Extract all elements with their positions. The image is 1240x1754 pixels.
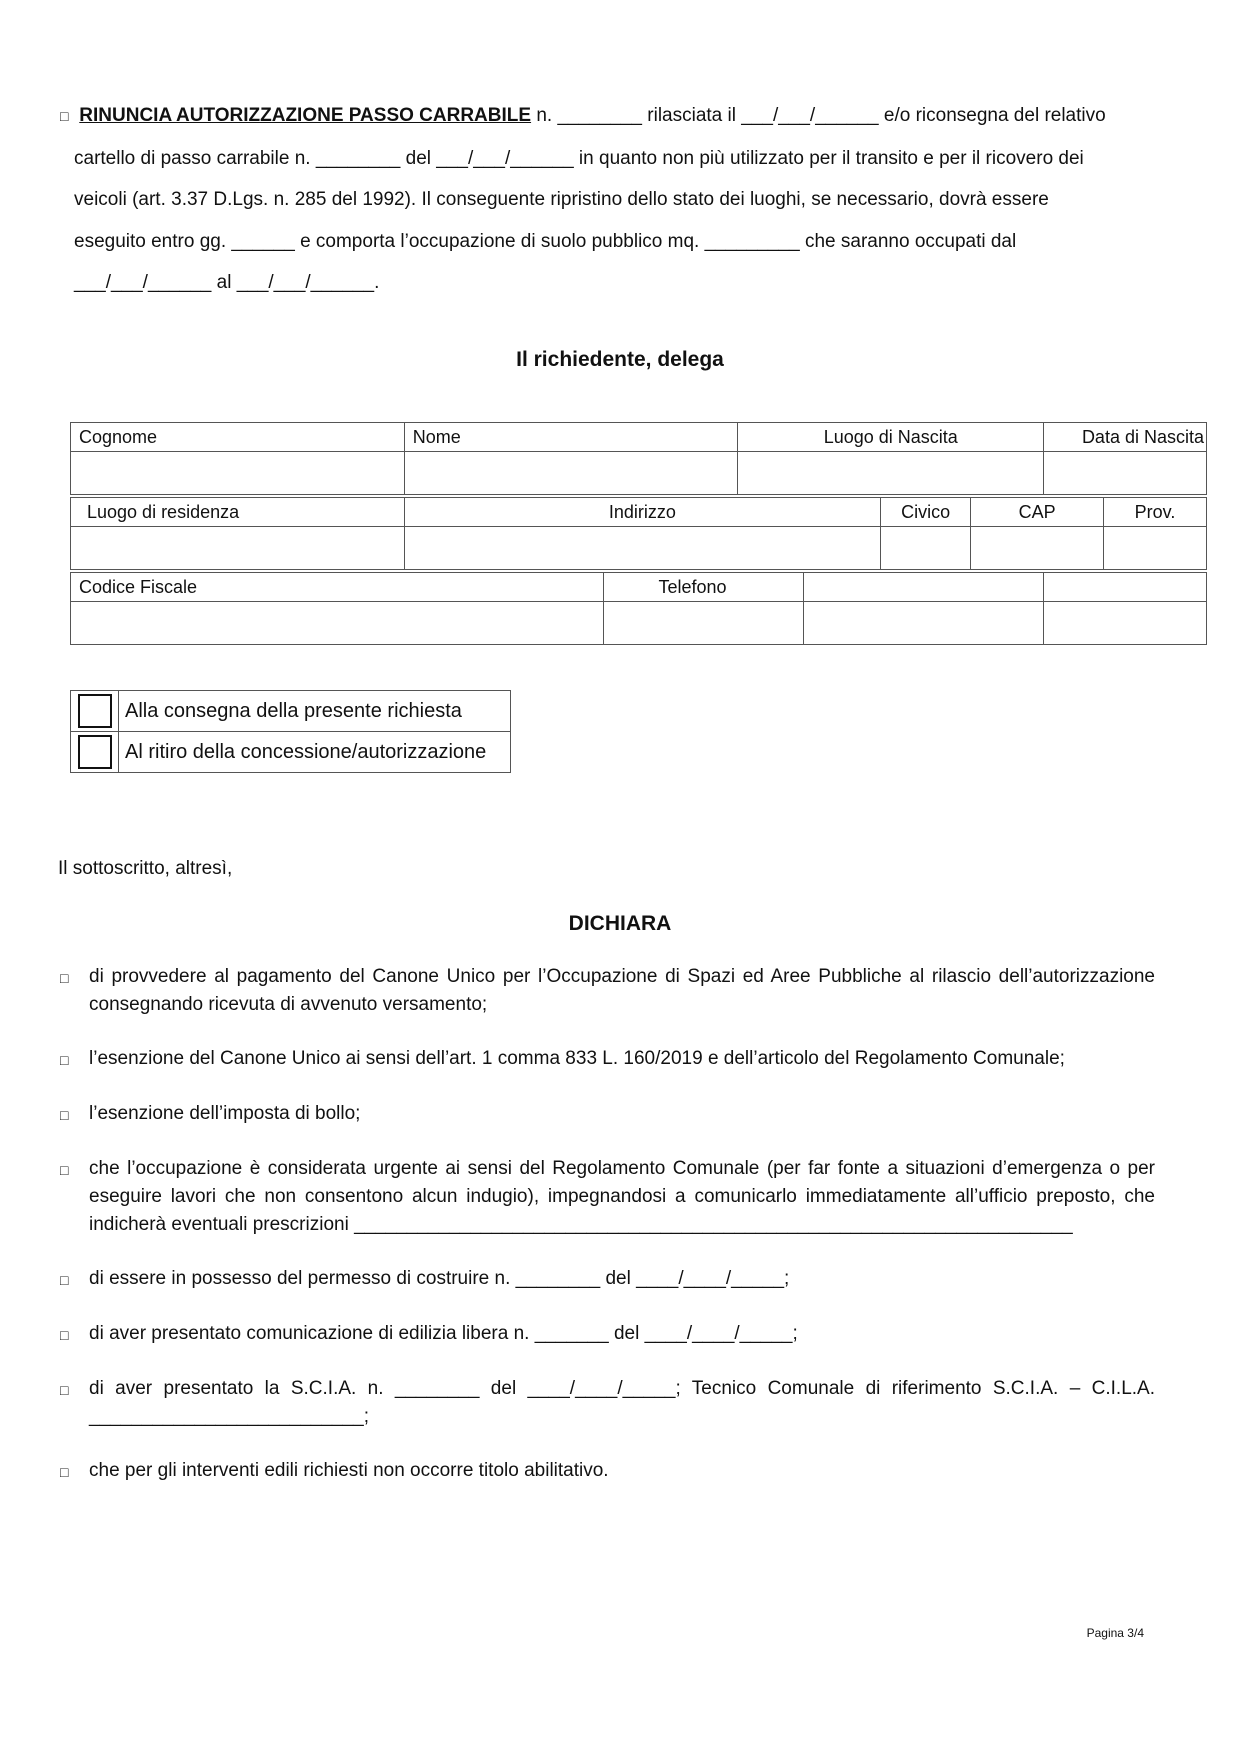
header-codice-fiscale: Codice Fiscale [71, 573, 604, 602]
header-cognome: Cognome [71, 423, 405, 452]
ritiro-checkbox-cell[interactable] [71, 732, 119, 773]
cognome-field[interactable] [71, 452, 405, 495]
extra-field-2[interactable] [1044, 602, 1207, 645]
declaration-text: di aver presentato la S.C.I.A. n. ________ del ____/____/_____; Tecnico Comunale di riferimento S.C.I.A. – C.I.L.A. __________________________; [89, 1378, 1155, 1427]
declaration-item [60, 1375, 1155, 1431]
dichiara-title: DICHIARA [568, 912, 672, 935]
declaration-item [60, 1457, 1155, 1485]
rinuncia-line-2: cartello di passo carrabile n. ________ del ___/___/______ in quanto non più utilizzato per il transito e per il ricovero dei [74, 147, 1084, 169]
header-civico: Civico [881, 498, 971, 527]
page-number: Pagina 3/4 [1086, 1626, 1144, 1640]
data-nascita-field[interactable] [1044, 452, 1207, 495]
fiscal-table [70, 572, 1207, 645]
checkbox-square-icon: □ [60, 108, 69, 124]
declaration-item [60, 963, 1155, 1019]
declaration-text: di essere in possesso del permesso di costruire n. ________ del ____/____/_____; [89, 1268, 790, 1289]
declaration-text: di provvedere al pagamento del Canone Unico per l’Occupazione di Spazi ed Aree Pubbliche al rilascio dell’autorizzazione consegnando ricevuta di avvenuto versamento; [89, 966, 1155, 1015]
rinuncia-line-5: ___/___/______ al ___/___/______. [74, 272, 380, 293]
sottoscritto-text: Il sottoscritto, altresì, [58, 858, 233, 879]
declaration-item [60, 1100, 1155, 1128]
declaration-text: l’esenzione dell’imposta di bollo; [89, 1103, 361, 1124]
header-prov: Prov. [1104, 498, 1207, 527]
checkbox-square-icon[interactable]: □ [60, 1052, 69, 1068]
delega-title: Il richiedente, delega [516, 348, 724, 371]
rinuncia-title: RINUNCIA AUTORIZZAZIONE PASSO CARRABILE [79, 105, 532, 126]
consegna-checkbox[interactable] [78, 694, 112, 728]
indirizzo-field[interactable] [404, 527, 880, 570]
declaration-text: l’esenzione del Canone Unico ai sensi dell’art. 1 comma 833 L. 160/2019 e dell’articolo del Regolamento Comunale; [89, 1048, 1065, 1069]
header-empty-2 [1044, 573, 1207, 602]
luogo-nascita-field[interactable] [738, 452, 1044, 495]
cap-field[interactable] [971, 527, 1104, 570]
ritiro-label: Al ritiro della concessione/autorizzazione [119, 732, 511, 773]
declaration-item [60, 1155, 1155, 1239]
declaration-text: che l’occupazione è considerata urgente ai sensi del Regolamento Comunale (per far fonte a situazioni d’emergenza o per eseguire lavori che non consentono alcun indugio), impegnandosi a comunicarlo immediatamente all’ufficio preposto, che indicherà eventuali prescrizioni ____________________________________________________________________ [89, 1158, 1155, 1235]
delega-options-table [70, 690, 511, 773]
extra-field-1[interactable] [804, 602, 1044, 645]
header-cap: CAP [971, 498, 1104, 527]
header-telefono: Telefono [604, 573, 804, 602]
declaration-item [60, 1320, 1155, 1348]
prov-field[interactable] [1104, 527, 1207, 570]
checkbox-square-icon[interactable]: □ [60, 1162, 69, 1178]
declaration-text: che per gli interventi edili richiesti non occorre titolo abilitativo. [89, 1460, 609, 1481]
checkbox-square-icon[interactable]: □ [60, 1464, 69, 1480]
civico-field[interactable] [881, 527, 971, 570]
rinuncia-line-1 [60, 95, 1160, 138]
declaration-item [60, 1045, 1155, 1073]
header-luogo-residenza: Luogo di residenza [71, 498, 405, 527]
rinuncia-line-4: eseguito entro gg. ______ e comporta l’occupazione di suolo pubblico mq. _________ che saranno occupati dal [74, 230, 1017, 252]
checkbox-square-icon[interactable]: □ [60, 1327, 69, 1343]
checkbox-square-icon[interactable]: □ [60, 1107, 69, 1123]
rinuncia-line-3: veicoli (art. 3.37 D.Lgs. n. 285 del 1992). Il conseguente ripristino dello stato dei luoghi, se necessario, dovrà essere [74, 189, 1049, 210]
telefono-field[interactable] [604, 602, 804, 645]
residence-table [70, 497, 1207, 570]
delega-option-consegna [71, 691, 511, 732]
delegate-data-table [70, 422, 1207, 495]
declaration-item [60, 1265, 1155, 1293]
checkbox-square-icon[interactable]: □ [60, 1382, 69, 1398]
delega-option-ritiro [71, 732, 511, 773]
header-luogo-nascita: Luogo di Nascita [738, 423, 1044, 452]
rinuncia-line-1-text: n. ________ rilasciata il ___/___/______ e/o riconsegna del relativo [531, 105, 1106, 126]
header-nome: Nome [404, 423, 738, 452]
header-data-nascita: Data di Nascita [1044, 423, 1207, 452]
nome-field[interactable] [404, 452, 738, 495]
declaration-text: di aver presentato comunicazione di edilizia libera n. _______ del ____/____/_____; [89, 1323, 798, 1344]
ritiro-checkbox[interactable] [78, 735, 112, 769]
header-empty-1 [804, 573, 1044, 602]
checkbox-square-icon[interactable]: □ [60, 970, 69, 986]
rinuncia-paragraph [60, 95, 1160, 304]
consegna-checkbox-cell[interactable] [71, 691, 119, 732]
codice-fiscale-field[interactable] [71, 602, 604, 645]
consegna-label: Alla consegna della presente richiesta [119, 691, 511, 732]
luogo-residenza-field[interactable] [71, 527, 405, 570]
checkbox-square-icon[interactable]: □ [60, 1272, 69, 1288]
header-indirizzo: Indirizzo [404, 498, 880, 527]
